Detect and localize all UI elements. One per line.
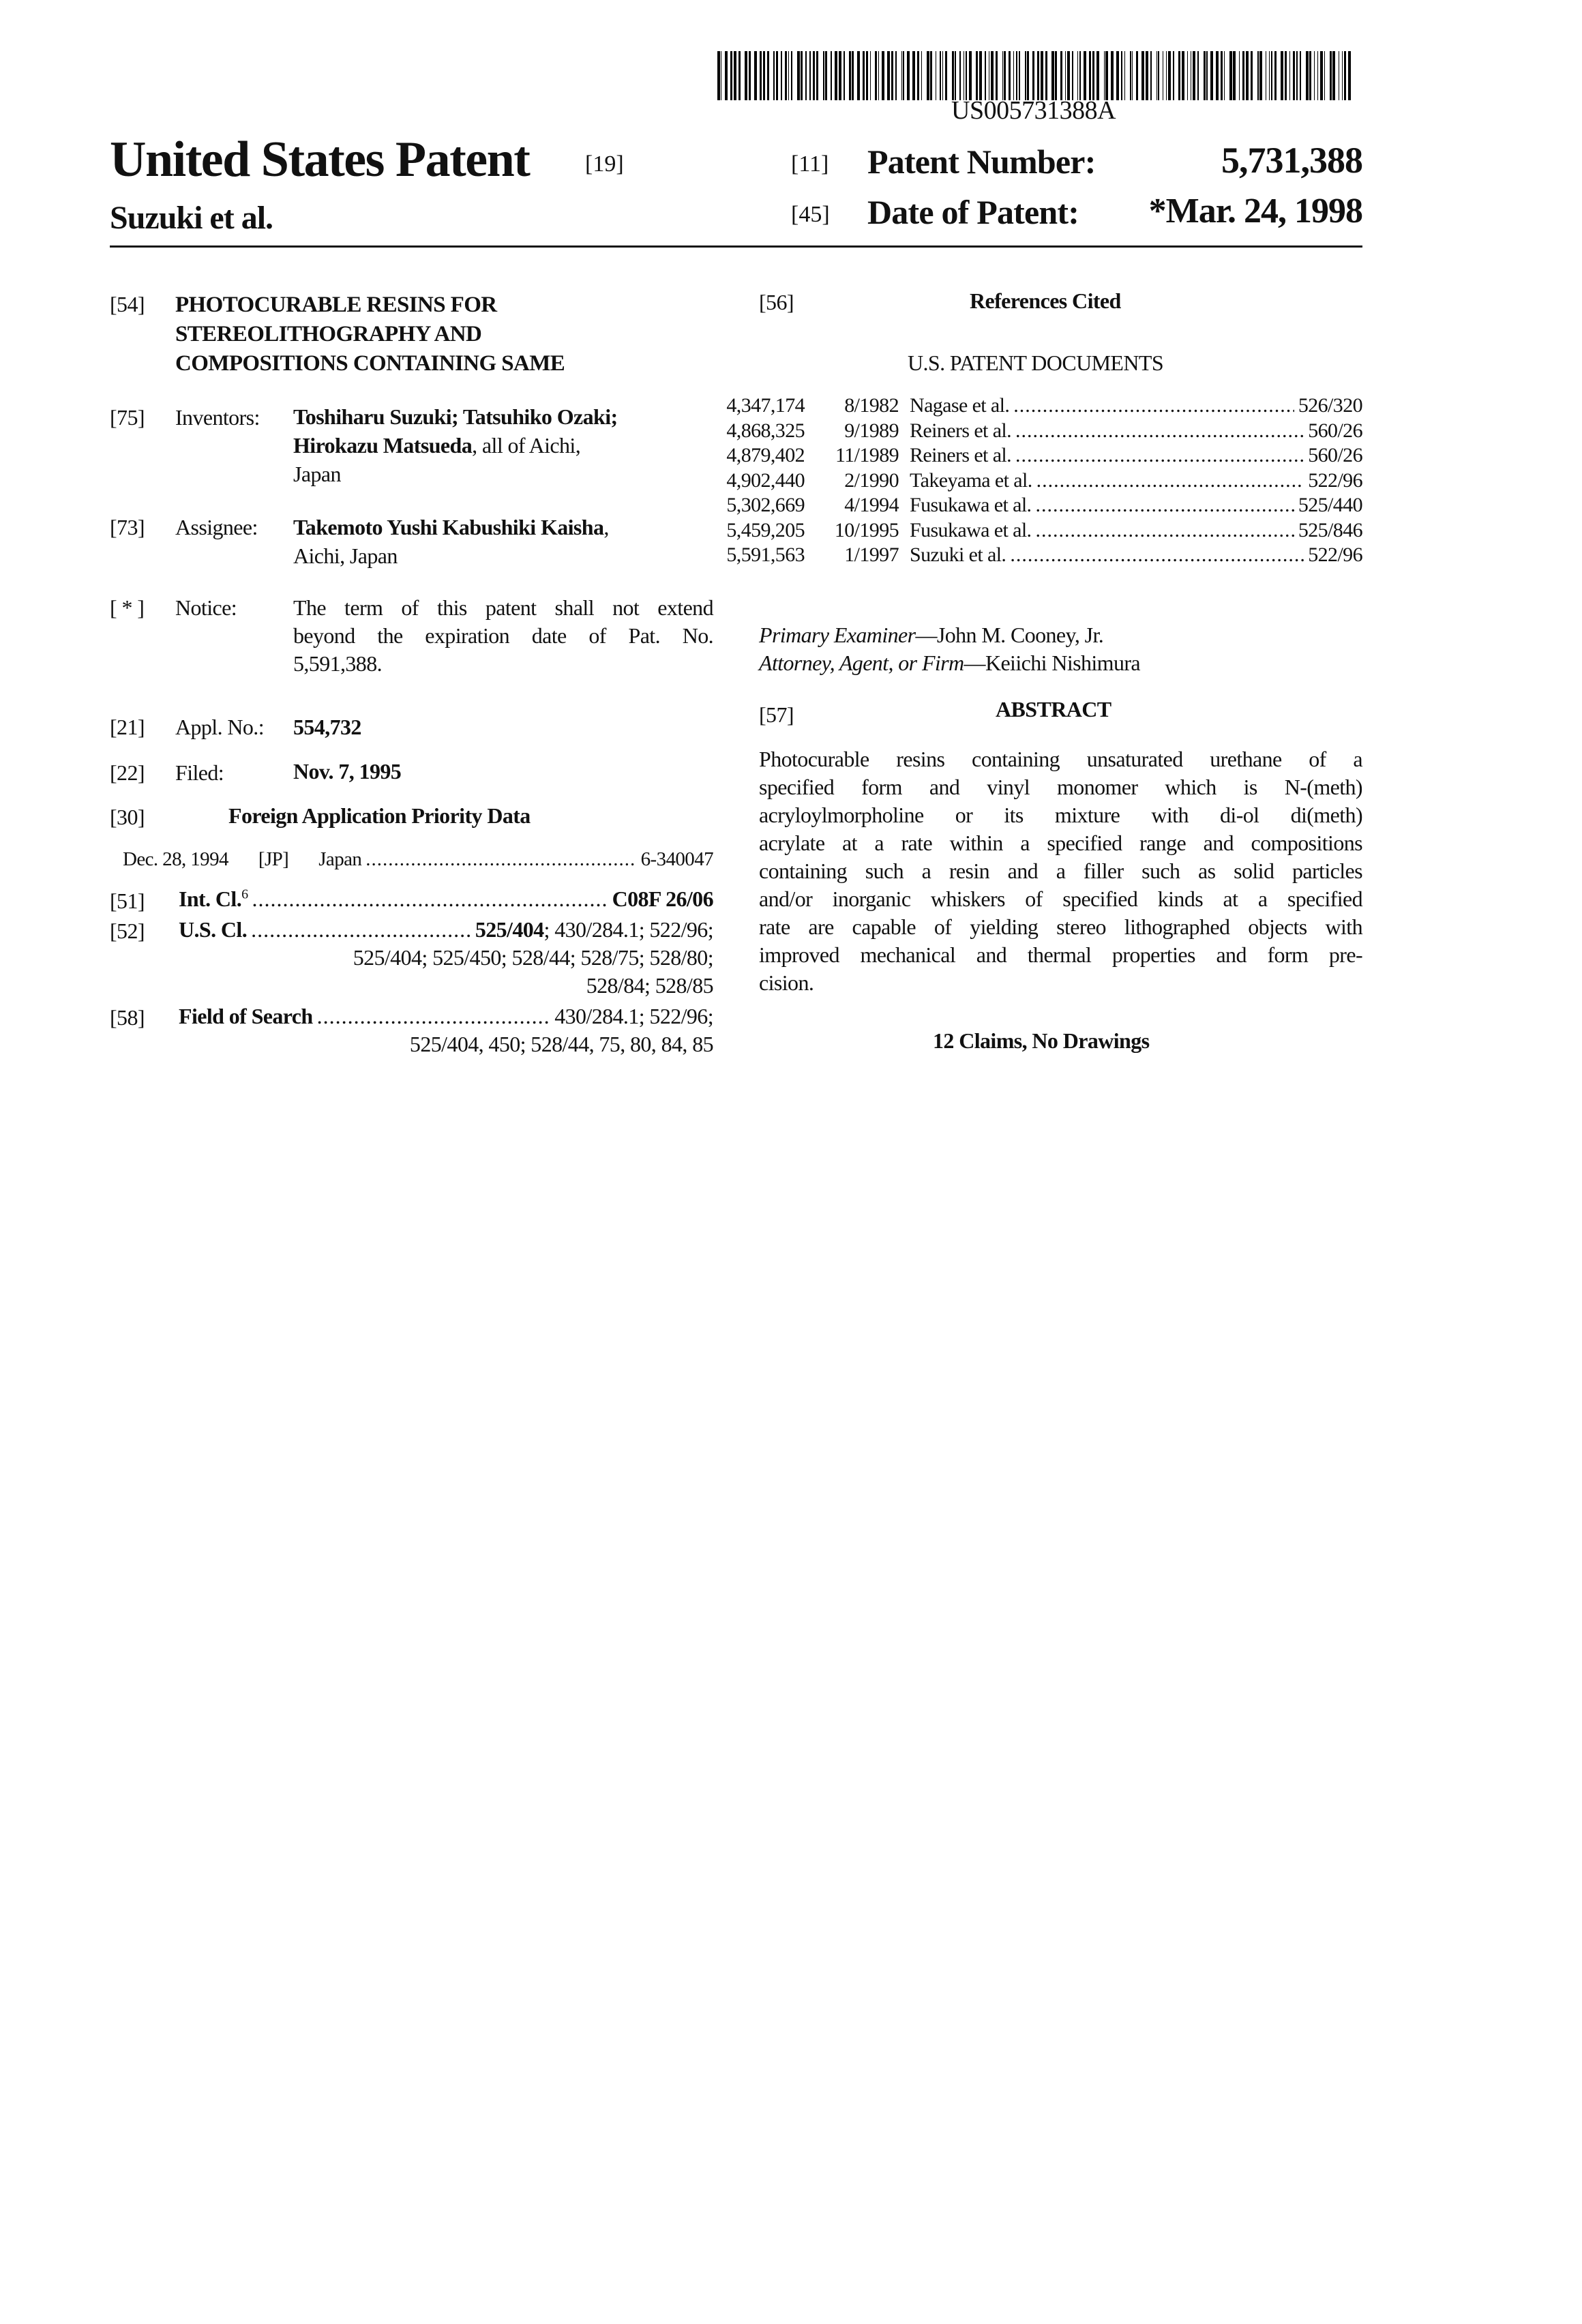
ref-class: 525/846	[1298, 519, 1362, 542]
barcode-bar	[863, 51, 865, 100]
date-code: [45]	[791, 202, 830, 228]
barcode-bar	[1156, 51, 1157, 100]
title-line: COMPOSITIONS CONTAINING SAME	[175, 349, 565, 378]
priority-country-code: [JP]	[258, 848, 288, 871]
barcode-bar	[730, 51, 732, 100]
barcode-bar	[1306, 51, 1309, 100]
barcode-bar	[717, 51, 720, 100]
notice-label: Notice:	[175, 595, 237, 621]
ref-name: Fusukawa et al.	[910, 519, 1031, 542]
ref-class: 522/96	[1308, 469, 1362, 492]
barcode-bar	[870, 51, 871, 100]
attorney-label: Attorney, Agent, or Firm	[759, 651, 964, 675]
uscl-row	[179, 917, 713, 942]
examiner-name: —John M. Cooney, Jr.	[915, 623, 1103, 647]
barcode-bar	[801, 51, 803, 100]
attorney-name: —Keiichi Nishimura	[964, 651, 1140, 675]
leader-dots	[1013, 394, 1294, 417]
barcode-bar	[891, 51, 893, 100]
barcode-bar	[1121, 51, 1123, 100]
examiner-label: Primary Examiner	[759, 623, 915, 647]
barcode-text: US005731388A	[951, 95, 1116, 125]
reference-row	[702, 494, 1362, 519]
barcode-bar	[1289, 51, 1290, 100]
filed-code: [22]	[110, 760, 145, 786]
barcode-bar	[1281, 51, 1283, 100]
header-rule	[110, 245, 1362, 248]
abstract-line: containing such a resin and a filler such as solid particles	[759, 857, 1362, 885]
barcode-bar	[1204, 51, 1206, 100]
barcode-bar	[1271, 51, 1272, 100]
intcl-code: [51]	[110, 889, 145, 914]
inventor-name: Hirokazu Matsueda	[293, 433, 472, 458]
leader-dots	[317, 1004, 551, 1029]
barcode-bar	[1116, 51, 1119, 100]
primary-examiner	[759, 623, 1103, 648]
barcode-bar	[1166, 51, 1167, 100]
barcode-bar	[912, 51, 915, 100]
ref-class: 560/26	[1308, 419, 1362, 443]
barcode-bar	[1060, 51, 1062, 100]
uscl-code: [52]	[110, 919, 145, 944]
barcode-bar	[1296, 51, 1298, 100]
barcode-bar	[1300, 51, 1301, 100]
barcode-bar	[1246, 51, 1249, 100]
barcode-bar	[1285, 51, 1287, 100]
barcode-bar	[1314, 51, 1315, 100]
barcode-bar	[1016, 51, 1017, 100]
barcode-bar	[1233, 51, 1236, 100]
intcl-label	[179, 887, 248, 912]
barcode-bar	[844, 51, 845, 100]
barcode-bar	[1130, 51, 1131, 100]
barcode-bar	[1274, 51, 1277, 100]
barcode-bar	[825, 51, 827, 100]
leader-dots	[251, 917, 471, 942]
patent-number-label: Patent Number:	[867, 142, 1096, 181]
ref-date: 10/1995	[805, 519, 899, 542]
barcode-bar	[791, 51, 792, 100]
barcode-bar	[1002, 51, 1003, 100]
barcode-bar	[959, 51, 961, 100]
barcode-bar	[955, 51, 956, 100]
refs-code: [56]	[759, 290, 794, 315]
barcode-bar	[1324, 51, 1325, 100]
barcode-bar	[979, 51, 982, 100]
barcode-bar	[927, 51, 929, 100]
barcode-bar	[1004, 51, 1006, 100]
barcode	[717, 51, 1355, 100]
leader-dots	[1035, 519, 1294, 542]
abstract-line: cision.	[759, 969, 1362, 997]
barcode-bar	[754, 51, 757, 100]
leader-dots	[252, 887, 608, 912]
barcode-bar	[1239, 51, 1240, 100]
title-code-54: [54]	[110, 292, 145, 317]
barcode-bar	[1197, 51, 1199, 100]
ref-class: 522/96	[1308, 543, 1362, 567]
barcode-bar	[1229, 51, 1232, 100]
barcode-bar	[745, 51, 747, 100]
barcode-bar	[1072, 51, 1073, 100]
barcode-bar	[1332, 51, 1335, 100]
barcode-bar	[1210, 51, 1213, 100]
barcode-bar	[1224, 51, 1225, 100]
barcode-bar	[1193, 51, 1195, 100]
claims-summary: 12 Claims, No Drawings	[933, 1028, 1149, 1054]
barcode-bar	[1013, 51, 1014, 100]
barcode-bar	[991, 51, 994, 100]
barcode-bar	[976, 51, 978, 100]
barcode-bar	[1293, 51, 1295, 100]
barcode-bar	[1178, 51, 1180, 100]
barcode-bar	[887, 51, 890, 100]
barcode-bar	[1168, 51, 1171, 100]
notice-text	[293, 593, 713, 677]
abstract-line: acrylate at a rate within a specified range and compositions	[759, 829, 1362, 857]
barcode-bar	[1344, 51, 1346, 100]
barcode-bar	[878, 51, 879, 100]
barcode-bar	[1065, 51, 1066, 100]
barcode-bar	[921, 51, 922, 100]
barcode-bar	[936, 51, 937, 100]
barcode-bar	[1330, 51, 1332, 100]
barcode-bar	[996, 51, 998, 100]
barcode-bar	[1009, 51, 1011, 100]
intcl-value: C08F 26/06	[612, 887, 713, 912]
assignee-line: Takemoto Yushi Kabushiki Kaisha,	[293, 513, 609, 541]
barcode-bar	[907, 51, 910, 100]
barcode-bar	[930, 51, 932, 100]
barcode-bar	[969, 51, 972, 100]
inventor-location: , all of Aichi,	[472, 433, 580, 458]
abstract-text	[759, 745, 1362, 997]
priority-country: Japan	[318, 848, 361, 871]
ref-date: 1/1997	[805, 543, 899, 567]
barcode-bar	[1158, 51, 1159, 100]
search-code: [58]	[110, 1005, 145, 1030]
notice-line: 5,591,388.	[293, 649, 713, 677]
barcode-bar	[849, 51, 851, 100]
barcode-bar	[773, 51, 775, 100]
barcode-bar	[1096, 51, 1099, 100]
title-line: PHOTOCURABLE RESINS FOR	[175, 290, 565, 320]
barcode-bar	[1045, 51, 1047, 100]
uscl-primary: 525/404	[475, 917, 544, 942]
intcl-row	[179, 887, 713, 912]
barcode-bar	[749, 51, 751, 100]
inventors-code: [75]	[110, 405, 145, 430]
barcode-bar	[1141, 51, 1144, 100]
assignee-label: Assignee:	[175, 515, 258, 540]
barcode-bar	[831, 51, 832, 100]
barcode-bar	[966, 51, 967, 100]
barcode-bar	[1320, 51, 1323, 100]
assignee-name: Takemoto Yushi Kabushiki Kaisha	[293, 515, 603, 539]
barcode-bar	[839, 51, 841, 100]
inventors	[293, 402, 618, 488]
ref-number: 5,459,205	[702, 519, 805, 542]
ref-class: 525/440	[1298, 494, 1362, 517]
priority-number: 6-340047	[641, 848, 713, 871]
references-list	[702, 394, 1362, 569]
ref-date: 9/1989	[805, 419, 899, 443]
barcode-bar	[1187, 51, 1188, 100]
barcode-bar	[1037, 51, 1039, 100]
barcode-bar	[1182, 51, 1184, 100]
appl-code: [21]	[110, 715, 145, 740]
inventors-line: Japan	[293, 460, 618, 488]
ref-name: Nagase et al.	[910, 394, 1009, 417]
abstract-line: and/or inorganic whiskers of specified kinds at a specified	[759, 885, 1362, 913]
barcode-bar	[1269, 51, 1270, 100]
ref-number: 4,868,325	[702, 419, 805, 443]
leader-dots	[1015, 419, 1304, 443]
barcode-bar	[1079, 51, 1081, 100]
notice-code: [ * ]	[110, 595, 144, 621]
barcode-bar	[1221, 51, 1223, 100]
ref-date: 8/1982	[805, 394, 899, 417]
abstract-line: acryloylmorpholine or its mixture with di-ol di(meth)	[759, 801, 1362, 829]
abstract-line: rate are capable of yielding stereo lithographed objects with	[759, 913, 1362, 941]
search-label: Field of Search	[179, 1004, 313, 1029]
barcode-bar	[852, 51, 854, 100]
search-line: 525/404, 450; 528/44, 75, 80, 84, 85	[410, 1032, 713, 1057]
barcode-bar	[813, 51, 815, 100]
barcode-bar	[1055, 51, 1057, 100]
patent-number: 5,731,388	[1221, 139, 1362, 181]
barcode-bar	[1092, 51, 1094, 100]
ref-class: 560/26	[1308, 444, 1362, 467]
ref-number: 4,879,402	[702, 444, 805, 467]
appl-number: 554,732	[293, 715, 361, 740]
barcode-bar	[1242, 51, 1244, 100]
uscl-line: 528/84; 528/85	[586, 973, 713, 998]
leader-dots	[1010, 543, 1304, 567]
filed-date: Nov. 7, 1995	[293, 759, 401, 784]
assignee-code: [73]	[110, 515, 145, 540]
abstract-line: improved mechanical and thermal properties and form pre-	[759, 941, 1362, 969]
inventors-line	[293, 431, 618, 460]
barcode-bar	[1111, 51, 1114, 100]
ref-class: 526/320	[1298, 394, 1362, 417]
barcode-bar	[1067, 51, 1070, 100]
barcode-bar	[760, 51, 762, 100]
barcode-bar	[903, 51, 904, 100]
barcode-bar	[942, 51, 943, 100]
barcode-bar	[785, 51, 787, 100]
foreign-code: [30]	[110, 805, 145, 830]
barcode-bar	[1317, 51, 1318, 100]
uscl-label: U.S. Cl.	[179, 917, 247, 942]
barcode-bar	[940, 51, 941, 100]
barcode-bar	[823, 51, 824, 100]
ref-number: 4,347,174	[702, 394, 805, 417]
barcode-bar	[1173, 51, 1174, 100]
barcode-bar	[763, 51, 765, 100]
ref-number: 5,591,563	[702, 543, 805, 567]
barcode-bar	[1132, 51, 1133, 100]
priority-date: Dec. 28, 1994	[123, 848, 228, 871]
barcode-bar	[1309, 51, 1311, 100]
ref-name: Reiners et al.	[910, 444, 1011, 467]
barcode-bar	[1051, 51, 1054, 100]
barcode-bar	[866, 51, 868, 100]
barcode-bar	[1027, 51, 1029, 100]
assignee-line: Aichi, Japan	[293, 541, 609, 570]
ref-name: Fusukawa et al.	[910, 494, 1031, 517]
notice-line: The term of this patent shall not extend	[293, 593, 713, 621]
barcode-bar	[1257, 51, 1259, 100]
barcode-bar	[1041, 51, 1043, 100]
leader-dots	[1036, 469, 1304, 492]
foreign-heading: Foreign Application Priority Data	[228, 803, 531, 829]
ref-name: Reiners et al.	[910, 419, 1011, 443]
barcode-bar	[1146, 51, 1148, 100]
leader-dots	[1015, 444, 1304, 467]
patent-date: *Mar. 24, 1998	[1149, 191, 1362, 231]
patent-number-code: [11]	[791, 151, 829, 177]
reference-row	[702, 394, 1362, 419]
barcode-bar	[725, 51, 728, 100]
barcode-bar	[857, 51, 860, 100]
barcode-bar	[917, 51, 920, 100]
barcode-bar	[797, 51, 800, 100]
barcode-bar	[1342, 51, 1343, 100]
refs-heading: References Cited	[970, 288, 1121, 314]
search-row	[179, 1004, 713, 1029]
foreign-priority-row	[123, 848, 713, 871]
barcode-bar	[1019, 51, 1020, 100]
uscl-line: 525/404; 525/450; 528/44; 528/75; 528/80;	[353, 945, 713, 970]
barcode-bar	[1104, 51, 1105, 100]
barcode-bar	[1025, 51, 1026, 100]
barcode-bar	[781, 51, 782, 100]
leader-dots	[1035, 494, 1294, 517]
reference-row	[702, 469, 1362, 494]
leader-dots	[365, 848, 636, 871]
barcode-bar	[1084, 51, 1086, 100]
title-line: STEREOLITHOGRAPHY AND	[175, 320, 565, 349]
barcode-bar	[1216, 51, 1219, 100]
barcode-bar	[1150, 51, 1152, 100]
uscl-value	[475, 917, 713, 942]
barcode-bar	[816, 51, 818, 100]
barcode-bar	[1348, 51, 1351, 100]
assignee	[293, 513, 609, 570]
barcode-bar	[882, 51, 884, 100]
date-label: Date of Patent:	[867, 192, 1079, 232]
reference-row	[702, 543, 1362, 569]
barcode-bar	[875, 51, 877, 100]
barcode-bar	[1251, 51, 1253, 100]
uscl-secondary: ; 430/284.1; 522/96;	[544, 917, 713, 942]
filed-label: Filed:	[175, 760, 224, 786]
abstract-line: specified form and vinyl monomer which is N-(meth)	[759, 773, 1362, 801]
abstract-line: Photocurable resins containing unsaturated urethane of a	[759, 745, 1362, 773]
intcl-edition: 6	[241, 887, 248, 902]
barcode-bar	[901, 51, 902, 100]
barcode-bar	[895, 51, 897, 100]
reference-row	[702, 419, 1362, 445]
ref-date: 2/1990	[805, 469, 899, 492]
ref-number: 5,302,669	[702, 494, 805, 517]
barcode-bar	[945, 51, 948, 100]
ref-name: Takeyama et al.	[910, 469, 1032, 492]
barcode-bar	[1259, 51, 1262, 100]
barcode-bar	[1077, 51, 1078, 100]
ref-name: Suzuki et al.	[910, 543, 1006, 567]
title-code: [19]	[585, 151, 624, 177]
appl-label: Appl. No.:	[175, 715, 264, 740]
barcode-bar	[738, 51, 741, 100]
ref-date: 11/1989	[805, 444, 899, 467]
inventors-label: Inventors:	[175, 405, 260, 430]
barcode-bar	[805, 51, 807, 100]
barcode-bar	[1136, 51, 1139, 100]
document-title: United States Patent	[110, 131, 529, 189]
search-value: 430/284.1; 522/96;	[554, 1004, 713, 1029]
barcode-bar	[776, 51, 778, 100]
barcode-bar	[835, 51, 837, 100]
inventors-line: Toshiharu Suzuki; Tatsuhiko Ozaki;	[293, 402, 618, 431]
barcode-bar	[1105, 51, 1108, 100]
barcode-bar	[1124, 51, 1125, 100]
attorney	[759, 651, 1140, 676]
refs-subheading: U.S. PATENT DOCUMENTS	[908, 351, 1163, 376]
barcode-bar	[1032, 51, 1034, 100]
invention-title	[175, 290, 565, 378]
reference-row	[702, 444, 1362, 469]
barcode-bar	[985, 51, 986, 100]
barcode-bar	[1089, 51, 1091, 100]
barcode-bar	[809, 51, 811, 100]
intcl-label-text: Int. Cl.	[179, 887, 241, 911]
notice-line: beyond the expiration date of Pat. No.	[293, 621, 713, 649]
authors: Suzuki et al.	[110, 199, 273, 237]
barcode-bar	[788, 51, 789, 100]
reference-row	[702, 519, 1362, 544]
barcode-bar	[734, 51, 736, 100]
barcode-bar	[1206, 51, 1208, 100]
barcode-bar	[767, 51, 769, 100]
abstract-heading: ABSTRACT	[996, 697, 1111, 722]
barcode-bar	[952, 51, 954, 100]
ref-number: 4,902,440	[702, 469, 805, 492]
ref-date: 4/1994	[805, 494, 899, 517]
abstract-code: [57]	[759, 702, 794, 728]
